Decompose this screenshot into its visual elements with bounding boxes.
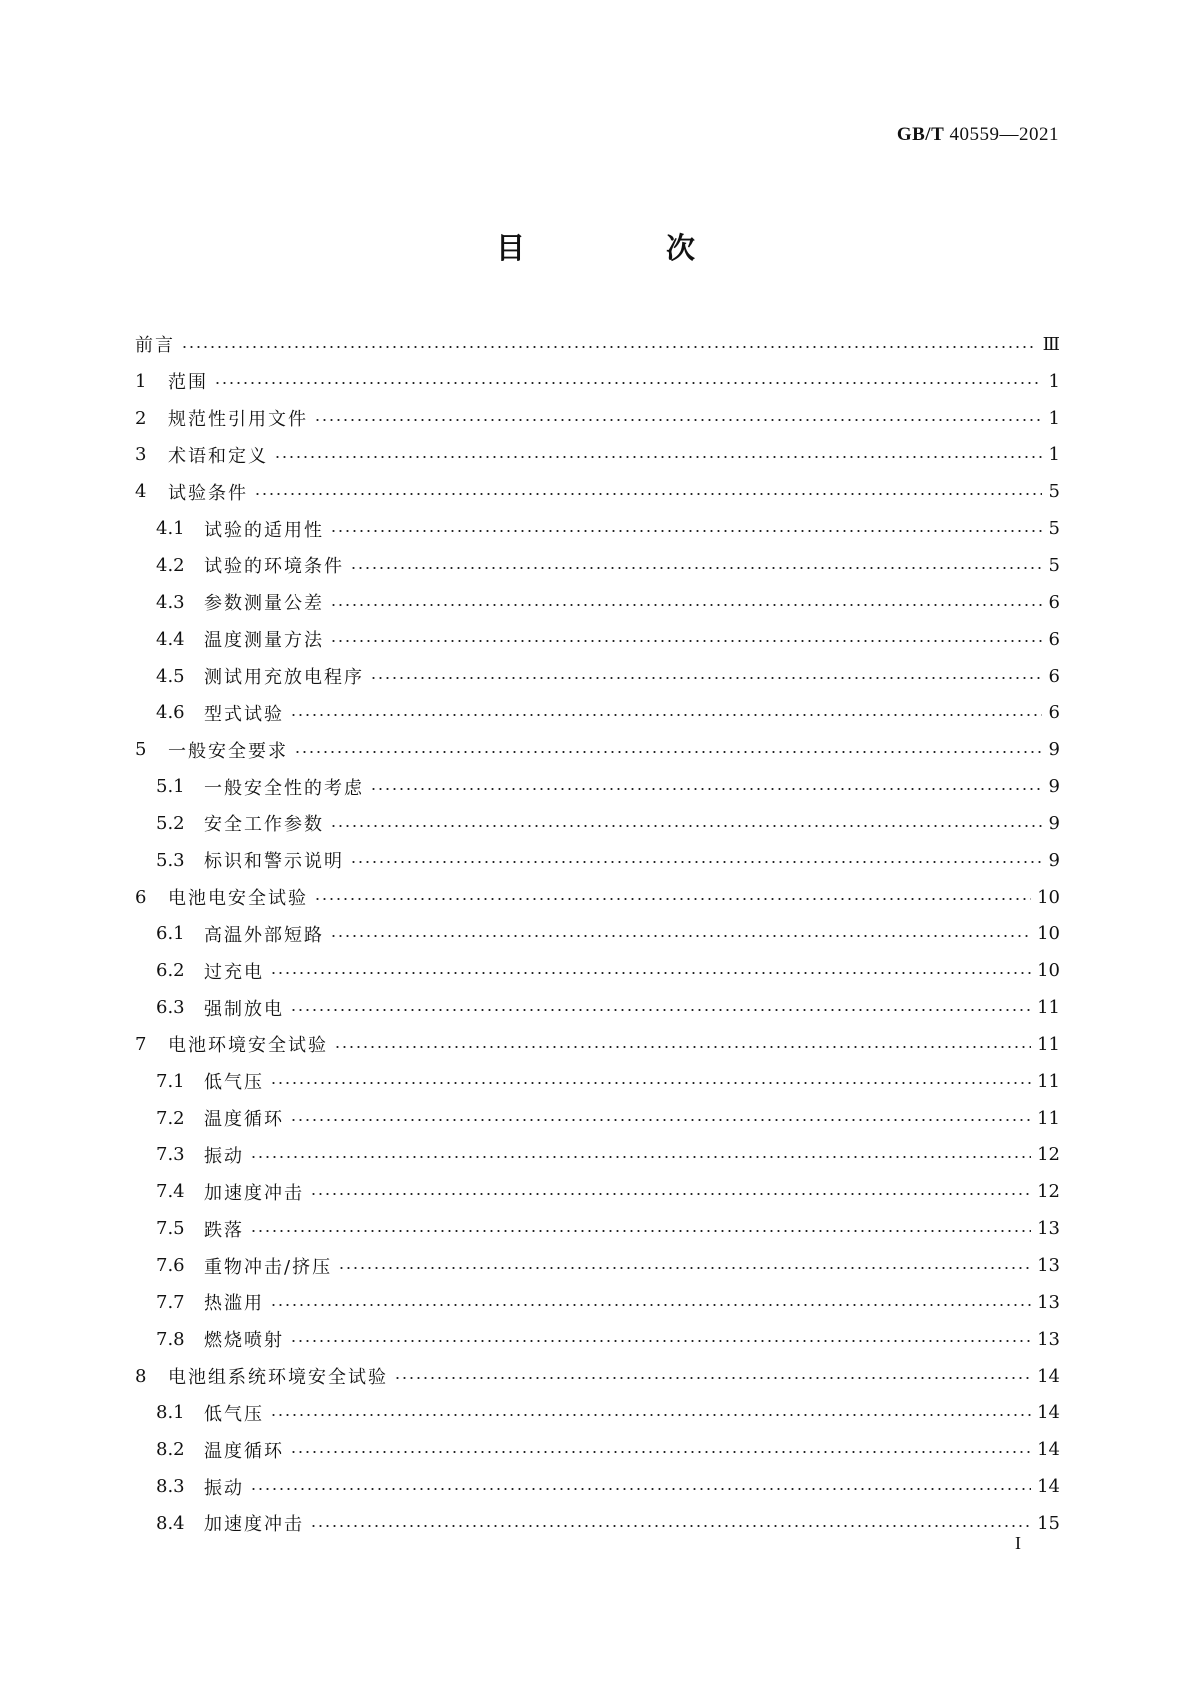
toc-leader-dots (310, 1512, 1031, 1530)
toc-leader-dots (330, 923, 1031, 941)
toc-entry-page: 11 (1037, 1070, 1060, 1092)
toc-leader-dots (290, 1107, 1031, 1125)
toc-leader-dots (290, 1328, 1031, 1346)
toc-leader-dots (274, 444, 1042, 462)
toc-entry-label: 范围 (168, 372, 208, 394)
toc-leader-dots (334, 1033, 1031, 1051)
toc-entry[interactable] (135, 1468, 1060, 1505)
toc-leader-dots (250, 1144, 1031, 1162)
standard-prefix: GB/T (896, 124, 945, 145)
toc-leader-dots (394, 1365, 1031, 1383)
toc-entry-number: 8.4 (156, 1512, 185, 1534)
toc-entry-page: 9 (1048, 812, 1060, 834)
toc-entry-number: 7 (135, 1033, 147, 1055)
toc-entry[interactable] (135, 1431, 1060, 1468)
toc-leader-dots (350, 554, 1042, 572)
toc-entry-page: 1 (1048, 370, 1060, 392)
toc-entry[interactable] (135, 768, 1060, 805)
toc-entry-label: 温度循环 (204, 1109, 284, 1131)
toc-entry[interactable] (135, 658, 1060, 695)
toc-entry-page: 6 (1048, 702, 1060, 724)
toc-entry-number: 5 (135, 739, 147, 761)
toc-entry-label: 安全工作参数 (204, 814, 324, 836)
toc-entry-number: 8 (135, 1365, 147, 1387)
toc-leader-dots (290, 702, 1042, 720)
toc-entry-page: 13 (1037, 1328, 1060, 1350)
toc-entry-label: 试验的环境条件 (204, 556, 344, 578)
toc-entry-label: 燃烧喷射 (204, 1330, 284, 1352)
toc-entry-number: 4.6 (156, 702, 185, 724)
toc-entry[interactable] (135, 1137, 1060, 1174)
toc-entry-number: 4.2 (156, 554, 185, 576)
toc-entry[interactable] (135, 1026, 1060, 1063)
toc-leader-dots (290, 1439, 1031, 1457)
toc-entry[interactable] (135, 1210, 1060, 1247)
toc-entry-page: 6 (1048, 665, 1060, 687)
toc-entry-label: 振动 (204, 1477, 244, 1499)
toc-entry-number: 6.3 (156, 997, 185, 1019)
toc-entry-page: 14 (1037, 1365, 1060, 1387)
toc-entry-number: 5.3 (156, 849, 185, 871)
toc-entry-label: 试验条件 (168, 482, 248, 504)
toc-entry[interactable] (135, 842, 1060, 879)
toc-leader-dots (370, 665, 1042, 683)
toc-entry-page: 9 (1048, 739, 1060, 761)
toc-leader-dots (290, 997, 1031, 1015)
toc-entry-label: 低气压 (204, 1403, 264, 1425)
toc-entry[interactable] (135, 1100, 1060, 1137)
toc-entry-number: 8.2 (156, 1439, 185, 1461)
toc-entry-number: 7.7 (156, 1291, 185, 1313)
toc-entry-number: 6.1 (156, 923, 185, 945)
toc-entry-number: 7.3 (156, 1144, 185, 1166)
toc-entry-number: 3 (135, 444, 147, 466)
toc-entry-label: 过充电 (204, 961, 264, 983)
toc-entry-page: 11 (1037, 1107, 1060, 1129)
toc-entry-page: 6 (1048, 628, 1060, 650)
toc-leader-dots (270, 1070, 1031, 1088)
toc-leader-dots (330, 518, 1042, 536)
toc-leader-dots (314, 886, 1031, 904)
page-title: 目 次 (495, 231, 751, 265)
toc-entry-page: 5 (1048, 518, 1060, 540)
toc-entry[interactable] (135, 473, 1060, 510)
toc-entry-page: 15 (1037, 1512, 1060, 1534)
toc-entry[interactable] (135, 989, 1060, 1026)
toc-entry[interactable] (135, 694, 1060, 731)
toc-entry[interactable] (135, 584, 1060, 621)
toc-entry-number: 7.4 (156, 1181, 185, 1203)
toc-entry[interactable] (135, 1173, 1060, 1210)
toc-entry-number: 1 (135, 370, 147, 392)
toc-entry-label: 前言 (135, 335, 175, 357)
standard-number: 40559—2021 (949, 124, 1059, 145)
toc-entry[interactable] (135, 1247, 1060, 1284)
toc-entry-label: 测试用充放电程序 (204, 667, 364, 689)
toc-entry[interactable] (135, 1063, 1060, 1100)
toc-leader-dots (314, 407, 1042, 425)
toc-entry-label: 电池环境安全试验 (168, 1035, 328, 1057)
toc-entry-label: 电池组系统环境安全试验 (168, 1367, 388, 1389)
toc-entry-page: 9 (1048, 776, 1060, 798)
toc-entry[interactable] (135, 1394, 1060, 1431)
toc-entry-label: 加速度冲击 (204, 1514, 304, 1536)
toc-entry[interactable] (135, 1358, 1060, 1395)
toc-entry-number: 4.4 (156, 628, 185, 650)
toc-entry-label: 一般安全性的考虑 (204, 777, 364, 799)
toc-entry-label: 标识和警示说明 (204, 851, 344, 873)
standard-code (897, 124, 1059, 146)
toc-entry-number: 8.1 (156, 1402, 185, 1424)
toc-entry[interactable] (135, 731, 1060, 768)
toc-entry-page: 5 (1048, 554, 1060, 576)
page-number: I (1015, 1533, 1021, 1553)
toc-leader-dots (310, 1181, 1031, 1199)
toc-entry-number: 5.2 (156, 812, 185, 834)
toc-leader-dots (214, 370, 1042, 388)
toc-entry-number: 2 (135, 407, 147, 429)
toc-entry-number: 4.1 (156, 518, 185, 540)
toc-entry-number: 7.8 (156, 1328, 185, 1350)
toc-entry-number: 8.3 (156, 1476, 185, 1498)
toc-entry[interactable] (135, 805, 1060, 842)
toc-entry-page: 6 (1048, 591, 1060, 613)
toc-entry[interactable] (135, 1321, 1060, 1358)
toc-leader-dots (181, 333, 1037, 351)
toc-leader-dots (338, 1255, 1031, 1273)
toc-entry-label: 型式试验 (204, 703, 284, 725)
toc-leader-dots (330, 628, 1042, 646)
toc-entry-number: 7.2 (156, 1107, 185, 1129)
toc-entry-label: 温度循环 (204, 1440, 284, 1462)
toc-entry-number: 6.2 (156, 960, 185, 982)
toc-leader-dots (250, 1218, 1031, 1236)
toc-entry[interactable] (135, 363, 1060, 400)
toc-entry[interactable] (135, 326, 1060, 363)
toc-entry-page: 13 (1037, 1218, 1060, 1240)
toc-entry-number: 4 (135, 481, 147, 503)
toc-entry-number: 4.5 (156, 665, 185, 687)
toc-leader-dots (254, 481, 1042, 499)
toc-entry-number: 7.5 (156, 1218, 185, 1240)
toc-entry[interactable] (135, 547, 1060, 584)
toc-entry[interactable] (135, 952, 1060, 989)
toc-entry[interactable] (135, 400, 1060, 437)
toc-entry-label: 强制放电 (204, 998, 284, 1020)
toc-entry-label: 振动 (204, 1145, 244, 1167)
toc-entry-label: 重物冲击/挤压 (204, 1256, 333, 1278)
toc-entry-page: 10 (1037, 923, 1060, 945)
toc-leader-dots (270, 1402, 1031, 1420)
toc-entry-page: 14 (1037, 1476, 1060, 1498)
toc-entry-label: 一般安全要求 (168, 740, 288, 762)
toc-entry-label: 规范性引用文件 (168, 409, 308, 431)
toc-entry-page: 14 (1037, 1439, 1060, 1461)
toc-entry-number: 4.3 (156, 591, 185, 613)
toc-entry-number: 5.1 (156, 776, 185, 798)
toc-entry-label: 温度测量方法 (204, 630, 324, 652)
toc-entry-page: 1 (1048, 444, 1060, 466)
toc-entry-page: 11 (1037, 997, 1060, 1019)
toc-leader-dots (270, 960, 1031, 978)
toc-entry-label: 低气压 (204, 1072, 264, 1094)
toc-entry[interactable] (135, 916, 1060, 953)
toc-entry-page: 14 (1037, 1402, 1060, 1424)
toc-entry-page: 1 (1048, 407, 1060, 429)
toc-leader-dots (270, 1291, 1031, 1309)
table-of-contents (135, 326, 1060, 1542)
toc-leader-dots (330, 591, 1042, 609)
toc-entry[interactable] (135, 510, 1060, 547)
toc-entry-label: 跌落 (204, 1219, 244, 1241)
toc-entry-label: 热滥用 (204, 1293, 264, 1315)
toc-entry-page: 11 (1037, 1033, 1060, 1055)
toc-leader-dots (294, 739, 1042, 757)
toc-entry-page: 12 (1037, 1144, 1060, 1166)
toc-entry[interactable] (135, 621, 1060, 658)
toc-entry-page: 13 (1037, 1291, 1060, 1313)
toc-entry[interactable] (135, 879, 1060, 916)
toc-entry-label: 试验的适用性 (204, 519, 324, 541)
toc-leader-dots (330, 812, 1042, 830)
toc-entry-label: 加速度冲击 (204, 1182, 304, 1204)
toc-entry-number: 6 (135, 886, 147, 908)
toc-entry[interactable] (135, 1284, 1060, 1321)
toc-entry[interactable] (135, 1505, 1060, 1542)
toc-entry-page: 10 (1037, 960, 1060, 982)
toc-entry-label: 电池电安全试验 (168, 888, 308, 910)
toc-entry-page: 5 (1048, 481, 1060, 503)
toc-entry-page: 13 (1037, 1255, 1060, 1277)
toc-entry-label: 术语和定义 (168, 445, 268, 467)
toc-entry-page: 12 (1037, 1181, 1060, 1203)
toc-entry-label: 参数测量公差 (204, 593, 324, 615)
toc-entry-page: 9 (1048, 849, 1060, 871)
toc-entry-number: 7.1 (156, 1070, 185, 1092)
toc-entry-number: 7.6 (156, 1255, 185, 1277)
toc-entry-label: 高温外部短路 (204, 924, 324, 946)
toc-entry-page: 10 (1037, 886, 1060, 908)
toc-entry[interactable] (135, 437, 1060, 474)
toc-leader-dots (250, 1476, 1031, 1494)
toc-entry-page: Ⅲ (1042, 333, 1060, 355)
toc-leader-dots (350, 849, 1042, 867)
toc-leader-dots (370, 776, 1042, 794)
